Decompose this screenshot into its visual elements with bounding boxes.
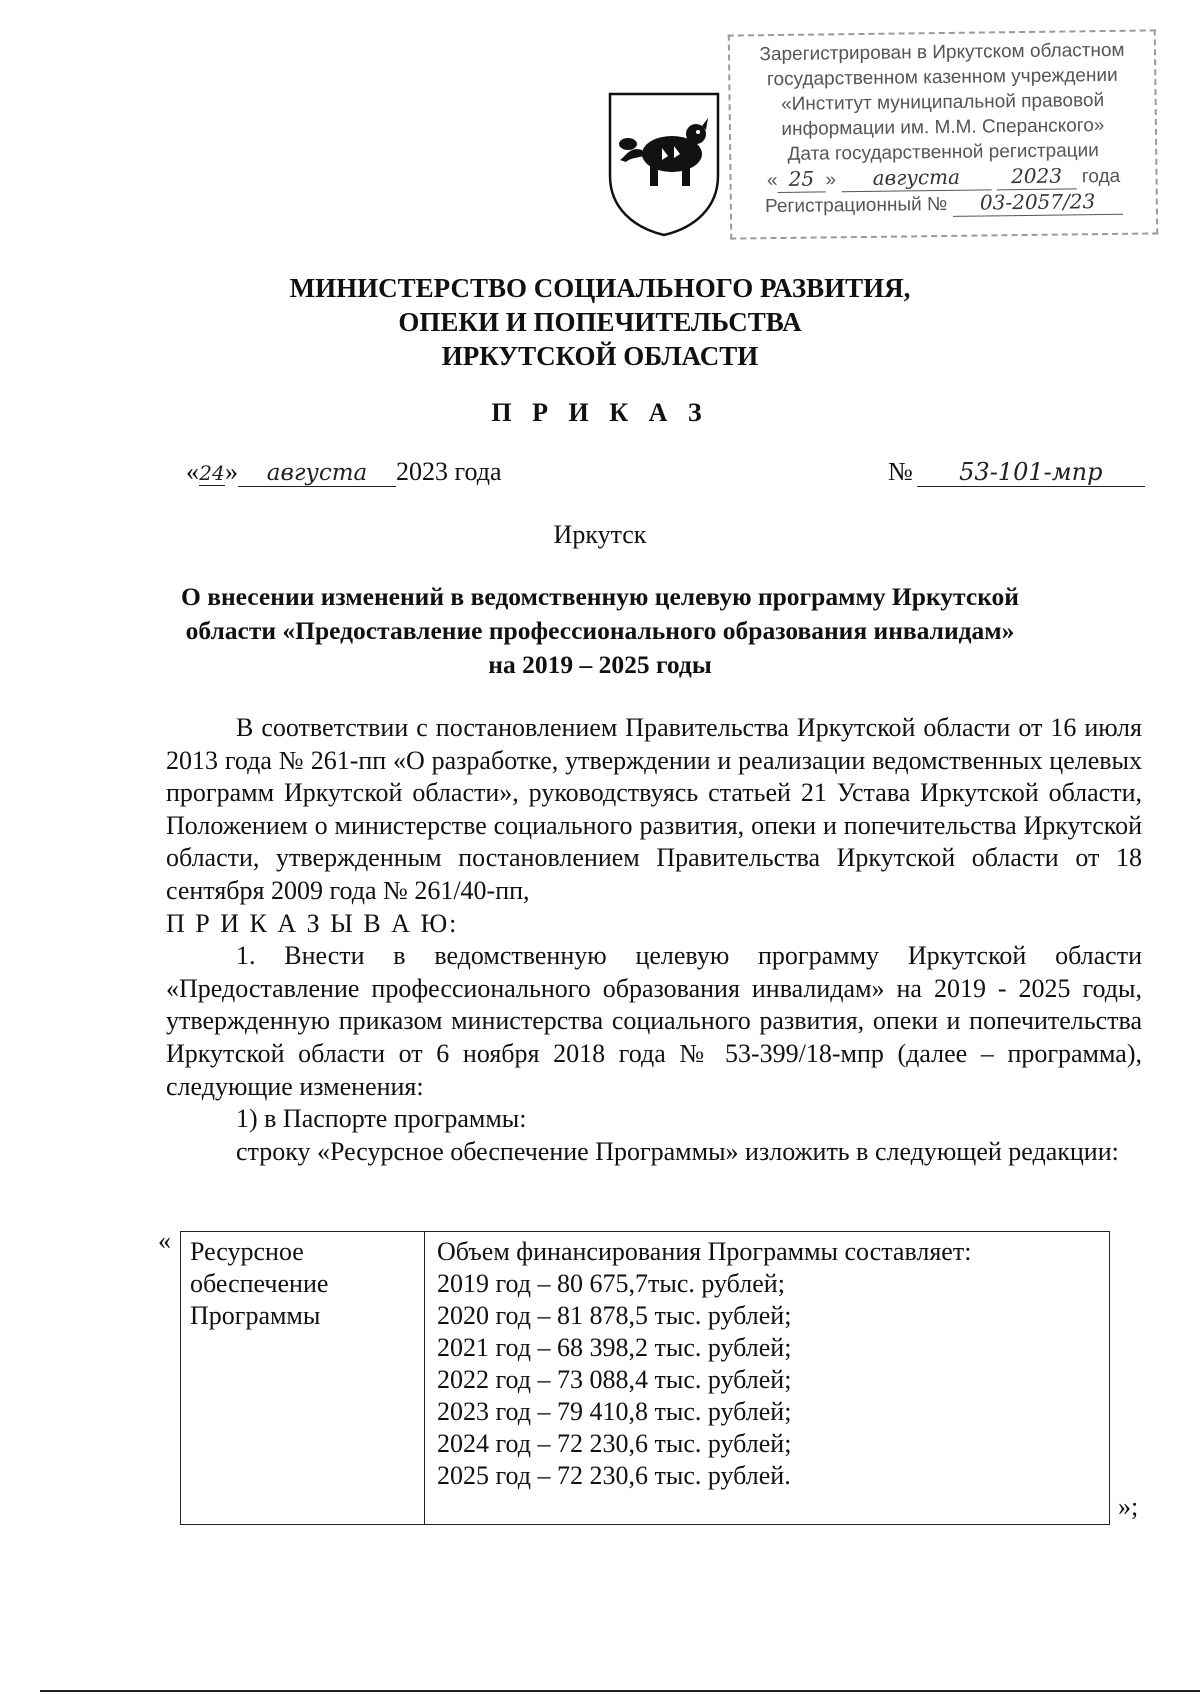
stamp-date-close: » bbox=[825, 169, 837, 191]
order-word: П Р И К А З Ы В А Ю: bbox=[166, 908, 459, 938]
order-number-value: 53-101-мпр bbox=[917, 458, 1145, 487]
page-bottom-rule bbox=[40, 1690, 1200, 1692]
subject-line-2: области «Предоставление профессионального образования инвалидам» bbox=[185, 616, 1015, 645]
registration-stamp bbox=[728, 29, 1158, 239]
resource-label-line: Ресурсное bbox=[190, 1237, 304, 1266]
funding-year-line: 2020 год – 81 878,5 тыс. рублей; bbox=[437, 1301, 792, 1330]
resource-table bbox=[180, 1231, 1110, 1525]
irkutsk-coat-of-arms-icon bbox=[604, 90, 724, 238]
table-open-quote: « bbox=[158, 1226, 171, 1255]
order-date-month: августа bbox=[238, 460, 396, 487]
order-body bbox=[166, 712, 1142, 1168]
funding-year-line: 2025 год – 72 230,6 тыс. рублей. bbox=[437, 1461, 791, 1490]
funding-year-line: 2021 год – 68 398,2 тыс. рублей; bbox=[437, 1333, 792, 1362]
ministry-line-3: ИРКУТСКОЙ ОБЛАСТИ bbox=[441, 341, 759, 371]
ministry-line-1: МИНИСТЕРСТВО СОЦИАЛЬНОГО РАЗВИТИЯ, bbox=[289, 273, 911, 303]
stamp-date-month: августа bbox=[841, 164, 991, 192]
resource-label-line: Программы bbox=[190, 1300, 321, 1330]
order-city: Иркутск bbox=[553, 520, 647, 549]
order-title: П Р И К А З bbox=[491, 398, 709, 427]
order-date-open: « bbox=[186, 457, 199, 486]
table-close-quote: »; bbox=[1118, 1492, 1139, 1521]
stamp-reg-number: 03-2057/23 bbox=[952, 189, 1122, 217]
ministry-line-2: ОПЕКИ И ПОПЕЧИТЕЛЬСТВА bbox=[398, 307, 802, 337]
funding-year-line: 2024 год – 72 230,6 тыс. рублей; bbox=[437, 1429, 792, 1458]
funding-total-heading: Объем финансирования Программы составляет: bbox=[437, 1237, 972, 1266]
stamp-date-word: года bbox=[1081, 165, 1121, 188]
stamp-date-day: 25 bbox=[777, 166, 825, 193]
stamp-reg-line bbox=[742, 189, 1146, 220]
item-1-paragraph: 1. Внести в ведомственную целевую программу Иркутской области «Предоставление профессионального образования инвалидам» на 2019 - 2025 годы, утвержденную приказом министерства социального развития, опеки и попечительства Иркутской области от 6 ноября 2018 года № 53-399/18-мпр (далее – программа), следующие изменения: bbox=[166, 941, 1142, 1101]
funding-year-line: 2023 год – 79 410,8 тыс. рублей; bbox=[437, 1397, 792, 1426]
subject-line-1: О внесении изменений в ведомственную целевую программу Иркутской bbox=[181, 582, 1019, 611]
order-date bbox=[186, 457, 502, 487]
stamp-line-3: «Институт муниципальной правовой bbox=[780, 90, 1105, 115]
resource-label-line: обеспечение bbox=[190, 1268, 329, 1298]
stamp-reg-label: Регистрационный № bbox=[764, 193, 948, 218]
subitem-1-paragraph: 1) в Паспорте программы: bbox=[236, 1104, 527, 1134]
order-number-label: № bbox=[888, 457, 913, 486]
resource-table-value-cell bbox=[437, 1236, 971, 1492]
stamp-line-1: Зарегистрирован в Иркутском областном bbox=[759, 39, 1125, 66]
funding-year-line: 2022 год – 73 088,4 тыс. рублей; bbox=[437, 1365, 792, 1394]
stamp-date-year: 2023 bbox=[996, 163, 1076, 190]
order-date-day: 24 bbox=[199, 461, 225, 485]
stamp-date-open: « bbox=[766, 170, 778, 192]
stamp-line-2: государственном казенном учреждении bbox=[766, 64, 1118, 91]
preamble-paragraph: В соответствии с постановлением Правительства Иркутской области от 16 июля 2013 года № 261-пп «О разработке, утверждении и реализации ведомственных целевых программ Иркутской области», руководствуясь статьей 21 Устава Иркутской области, Положением о министерстве социального развития, опеки и попечительства Иркутской области, утвержденным постановлением Правительства Иркутской области от 18 сентября 2009 года № 261/40-пп, bbox=[166, 713, 1142, 905]
order-date-close: » bbox=[225, 457, 238, 486]
resource-table-label-cell bbox=[181, 1232, 425, 1524]
funding-year-line: 2019 год – 80 675,7тыс. рублей; bbox=[437, 1269, 785, 1298]
stamp-line-4: информации им. М.М. Сперанского» bbox=[781, 115, 1105, 140]
order-date-year: 2023 года bbox=[396, 457, 502, 486]
subject-line-3: на 2019 – 2025 годы bbox=[488, 650, 712, 679]
order-subject bbox=[0, 580, 1200, 682]
ministry-name bbox=[0, 271, 1200, 373]
order-number bbox=[888, 457, 1145, 487]
stamp-line-5: Дата государственной регистрации bbox=[787, 140, 1099, 165]
subitem-2-paragraph: строку «Ресурсное обеспечение Программы» изложить в следующей редакции: bbox=[236, 1136, 1119, 1166]
